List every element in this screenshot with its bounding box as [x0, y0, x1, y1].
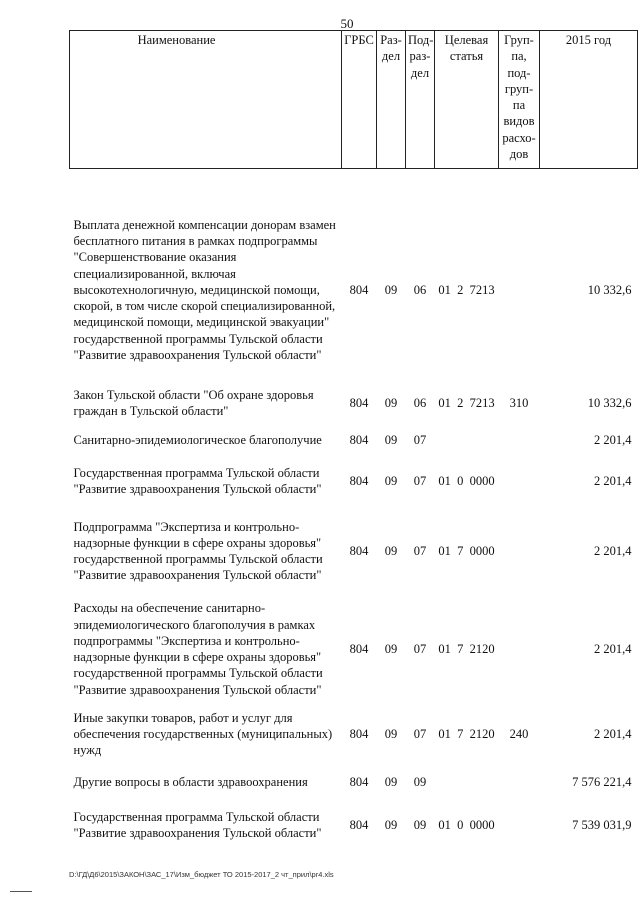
row-sum: 2 201,4 — [594, 473, 632, 488]
row-vid — [499, 765, 540, 799]
row-celevaya: 01 7 0000 — [438, 543, 495, 558]
column-header-grbs: ГРБС — [342, 31, 377, 169]
row-vid — [499, 595, 540, 703]
table-row — [70, 455, 638, 507]
row-podrazdel: 07 — [413, 432, 427, 447]
row-podrazdel: 07 — [413, 543, 427, 558]
row-razdel: 09 — [384, 395, 398, 410]
row-grbs: 804 — [349, 543, 369, 558]
row-vid: 240 — [509, 726, 529, 741]
row-grbs: 804 — [349, 473, 369, 488]
row-celevaya — [435, 765, 499, 799]
row-grbs: 804 — [349, 726, 369, 741]
row-vid — [499, 455, 540, 507]
row-sum: 10 332,6 — [587, 282, 632, 297]
table-row — [70, 425, 638, 455]
row-grbs: 804 — [349, 817, 369, 832]
row-celevaya: 01 7 2120 — [438, 726, 495, 741]
row-celevaya: 01 7 2120 — [438, 641, 495, 656]
table-row — [70, 199, 638, 381]
header-row — [70, 31, 638, 169]
row-sum: 2 201,4 — [594, 432, 632, 447]
row-sum: 10 332,6 — [587, 395, 632, 410]
row-vid — [499, 425, 540, 455]
row-sum: 2 201,4 — [594, 641, 632, 656]
table-row — [70, 799, 638, 851]
page-number: 50 — [340, 16, 354, 31]
row-razdel: 09 — [384, 432, 398, 447]
row-name: Расходы на обеспечение санитарно-эпидемиологического благополучия в рамках подпрограммы "Экспертиза и контрольно-надзорные функции в сфере охраны здоровья" государственной программы Тульской области "Развитие здравоохранения Тульской области" — [73, 601, 323, 697]
row-sum: 7 576 221,4 — [572, 774, 632, 789]
row-celevaya: 01 0 0000 — [438, 817, 495, 832]
table-row — [70, 595, 638, 703]
column-header-celevaya: Целевая статья — [435, 31, 499, 169]
row-grbs: 804 — [349, 282, 369, 297]
row-vid — [499, 199, 540, 381]
column-header-vid: Груп- па, под- груп- па видов расхо- дов — [499, 31, 540, 169]
row-name: Закон Тульской области "Об охране здоровья граждан в Тульской области" — [73, 387, 314, 418]
row-sum: 7 539 031,9 — [572, 817, 632, 832]
column-header-name: Наименование — [70, 31, 342, 169]
row-razdel: 09 — [384, 774, 398, 789]
row-podrazdel: 07 — [413, 641, 427, 656]
row-podrazdel: 07 — [413, 473, 427, 488]
budget-table — [69, 30, 638, 851]
row-podrazdel: 06 — [413, 282, 427, 297]
row-grbs: 804 — [349, 395, 369, 410]
row-vid — [499, 799, 540, 851]
row-podrazdel: 06 — [413, 395, 427, 410]
table-row — [70, 703, 638, 765]
row-razdel: 09 — [384, 726, 398, 741]
table-row — [70, 765, 638, 799]
row-razdel: 09 — [384, 817, 398, 832]
row-sum: 2 201,4 — [594, 726, 632, 741]
table-row — [70, 507, 638, 595]
row-podrazdel: 09 — [413, 774, 427, 789]
row-name: Иные закупки товаров, работ и услуг для обеспечения государственных (муниципальных) нужд — [73, 710, 333, 758]
footer-divider — [10, 891, 32, 892]
row-sum: 2 201,4 — [594, 543, 632, 558]
column-header-podrazdel: Под- раз- дел — [406, 31, 435, 169]
row-razdel: 09 — [384, 282, 398, 297]
row-name: Государственная программа Тульской области "Развитие здравоохранения Тульской области" — [73, 465, 322, 496]
row-celevaya: 01 2 7213 — [438, 282, 495, 297]
file-path-footer: D:\ГД\Д6\2015\ЗАКОН\ЗАС_17\Изм_бюджет ТО 2015-2017_2 чт_прил\pr4.xls — [69, 870, 334, 879]
row-name: Другие вопросы в области здравоохранения — [73, 774, 308, 789]
row-celevaya — [435, 425, 499, 455]
row-podrazdel: 07 — [413, 726, 427, 741]
row-vid — [499, 507, 540, 595]
row-celevaya: 01 2 7213 — [438, 395, 495, 410]
row-razdel: 09 — [384, 543, 398, 558]
column-header-2015: 2015 год — [540, 31, 638, 169]
row-name: Выплата денежной компенсации донорам взамен бесплатного питания в рамках подпрограммы "Совершенствование оказания специализированной, включая высокотехнологичную, медицинской помощи, скорой, в том числе скорой специализированной, медицинской помощи, медицинской эвакуации" государственной программы Тульской области "Развитие здравоохранения Тульской области" — [73, 217, 336, 362]
row-name: Санитарно-эпидемиологическое благополучие — [73, 432, 322, 447]
row-name: Подпрограмма "Экспертиза и контрольно-надзорные функции в сфере охраны здоровья" государственной программы Тульской области "Развитие здравоохранения Тульской области" — [73, 519, 323, 583]
row-grbs: 804 — [349, 641, 369, 656]
row-celevaya: 01 0 0000 — [438, 473, 495, 488]
row-razdel: 09 — [384, 473, 398, 488]
row-name: Государственная программа Тульской области "Развитие здравоохранения Тульской области" — [73, 809, 322, 840]
row-vid: 310 — [509, 395, 529, 410]
column-header-razdel: Раз- дел — [377, 31, 406, 169]
table-row — [70, 381, 638, 425]
row-grbs: 804 — [349, 432, 369, 447]
row-podrazdel: 09 — [413, 817, 427, 832]
row-grbs: 804 — [349, 774, 369, 789]
row-razdel: 09 — [384, 641, 398, 656]
